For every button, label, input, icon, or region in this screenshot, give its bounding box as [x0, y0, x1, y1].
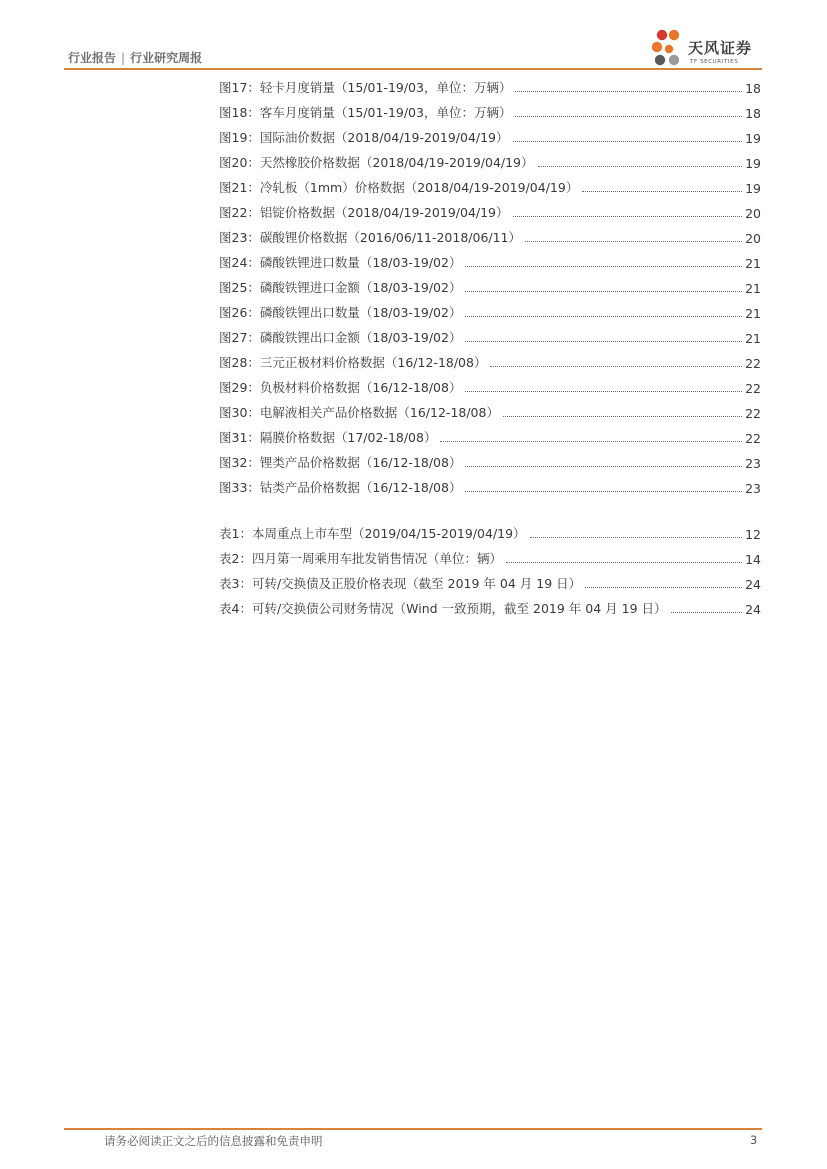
figure-toc-entry[interactable]: [219, 353, 761, 371]
page-number: 3: [750, 1133, 758, 1147]
toc-page-number: 21: [745, 331, 761, 346]
toc-page-number: 22: [745, 431, 761, 446]
figure-toc-entry[interactable]: [219, 378, 761, 396]
toc-entry-title: 图32：锂类产品价格数据（16/12-18/08）: [219, 455, 462, 470]
toc-dot-leader: [515, 90, 742, 92]
toc-page-number: 19: [745, 181, 761, 196]
toc-entry-title: 图19：国际油价数据（2018/04/19-2019/04/19）: [219, 130, 509, 145]
toc-entry-title: 图18：客车月度销量（15/01-19/03，单位：万辆）: [219, 105, 512, 120]
toc-entry-title: 图24：磷酸铁锂进口数量（18/03-19/02）: [219, 255, 462, 270]
toc-page-number: 18: [745, 81, 761, 96]
toc-entry-title: 图33：钴类产品价格数据（16/12-18/08）: [219, 480, 462, 495]
figure-toc-entry[interactable]: [219, 403, 761, 421]
toc-page-number: 12: [745, 527, 761, 542]
toc-page-number: 21: [745, 256, 761, 271]
toc-dot-leader: [530, 536, 743, 538]
toc-entry-title: 图17：轻卡月度销量（15/01-19/03，单位：万辆）: [219, 80, 512, 95]
toc-dot-leader: [465, 290, 742, 292]
toc-page-number: 14: [745, 552, 761, 567]
toc-page-number: 23: [745, 456, 761, 471]
figure-toc-entry[interactable]: [219, 453, 761, 471]
toc-entry-title: 表3：可转/交换债及正股价格表现（截至 2019 年 04 月 19 日）: [219, 576, 582, 591]
toc-page-number: 22: [745, 356, 761, 371]
toc-dot-leader: [585, 586, 742, 588]
footer-disclaimer: 请务必阅读正文之后的信息披露和免责申明: [104, 1134, 323, 1148]
table-toc-entry[interactable]: [219, 549, 761, 567]
toc-dot-leader: [465, 390, 742, 392]
toc-entry-title: 图25：磷酸铁锂进口金额（18/03-19/02）: [219, 280, 462, 295]
figure-toc-entry[interactable]: [219, 178, 761, 196]
figure-toc-entry[interactable]: [219, 328, 761, 346]
toc-entry-title: 表4：可转/交换债公司财务情况（Wind 一致预期，截至 2019 年 04 月 19 日）: [219, 601, 667, 616]
logo-name: 天风证券: [688, 39, 753, 57]
toc-dot-leader: [465, 315, 742, 317]
toc-dot-leader: [440, 440, 742, 442]
header-rule: [64, 68, 762, 70]
table-toc-entry[interactable]: [219, 574, 761, 592]
toc-dot-leader: [465, 465, 742, 467]
toc-entry-title: 图28：三元正极材料价格数据（16/12-18/08）: [219, 355, 487, 370]
toc-entry-title: 图29：负极材料价格数据（16/12-18/08）: [219, 380, 462, 395]
header-separator: |: [121, 51, 126, 65]
toc-page-number: 21: [745, 281, 761, 296]
figure-toc-entry[interactable]: [219, 228, 761, 246]
figure-toc-entry[interactable]: [219, 153, 761, 171]
toc-page-number: 19: [745, 156, 761, 171]
figure-toc-entry[interactable]: [219, 203, 761, 221]
toc-entry-title: 图27：磷酸铁锂出口金额（18/03-19/02）: [219, 330, 462, 345]
figure-toc-entry[interactable]: [219, 428, 761, 446]
toc-dot-leader: [513, 140, 743, 142]
toc-entry-title: 图23：碳酸锂价格数据（2016/06/11-2018/06/11）: [219, 230, 522, 245]
figure-toc-entry[interactable]: [219, 103, 761, 121]
toc-dot-leader: [465, 490, 742, 492]
figure-toc-entry[interactable]: [219, 253, 761, 271]
logo-subtitle: TF SECURITIES: [690, 59, 739, 65]
toc-page-number: 24: [745, 577, 761, 592]
toc-page-number: 20: [745, 206, 761, 221]
report-header: [68, 49, 202, 66]
toc-dot-leader: [465, 265, 742, 267]
toc-page-number: 23: [745, 481, 761, 496]
toc-entry-title: 图30：电解液相关产品价格数据（16/12-18/08）: [219, 405, 499, 420]
toc-page-number: 21: [745, 306, 761, 321]
table-toc-entry[interactable]: [219, 524, 761, 542]
toc-page-number: 20: [745, 231, 761, 246]
toc-page-number: 19: [745, 131, 761, 146]
toc-dot-leader: [515, 115, 742, 117]
toc-dot-leader: [490, 365, 742, 367]
toc-dot-leader: [465, 340, 742, 342]
report-subtitle: 行业研究周报: [130, 51, 203, 65]
toc-dot-leader: [525, 240, 742, 242]
toc-page-number: 18: [745, 106, 761, 121]
toc-page-number: 22: [745, 406, 761, 421]
toc-page-number: 22: [745, 381, 761, 396]
toc-entry-title: 图31：隔膜价格数据（17/02-18/08）: [219, 430, 437, 445]
toc-dot-leader: [513, 215, 743, 217]
toc-entry-title: 表2：四月第一周乘用车批发销售情况（单位：辆）: [219, 551, 502, 566]
figure-toc-entry[interactable]: [219, 303, 761, 321]
toc-page-number: 24: [745, 602, 761, 617]
report-category: 行业报告: [68, 51, 117, 65]
toc-entry-title: 图21：冷轧板（1mm）价格数据（2018/04/19-2019/04/19）: [219, 180, 579, 195]
toc-entry-title: 表1：本周重点上市车型（2019/04/15-2019/04/19）: [219, 526, 526, 541]
toc-entry-title: 图22：铝锭价格数据（2018/04/19-2019/04/19）: [219, 205, 509, 220]
footer-rule: [64, 1128, 762, 1130]
figure-toc-entry[interactable]: [219, 478, 761, 496]
toc-dot-leader: [503, 415, 742, 417]
toc-dot-leader: [671, 611, 743, 613]
table-toc-entry[interactable]: [219, 599, 761, 617]
toc-dot-leader: [506, 561, 742, 563]
toc-dot-leader: [538, 165, 743, 167]
figure-toc-entry[interactable]: [219, 128, 761, 146]
figure-toc-entry[interactable]: [219, 278, 761, 296]
figure-toc-entry[interactable]: [219, 78, 761, 96]
toc-entry-title: 图26：磷酸铁锂出口数量（18/03-19/02）: [219, 305, 462, 320]
toc-entry-title: 图20：天然橡胶价格数据（2018/04/19-2019/04/19）: [219, 155, 534, 170]
toc-dot-leader: [582, 190, 742, 192]
